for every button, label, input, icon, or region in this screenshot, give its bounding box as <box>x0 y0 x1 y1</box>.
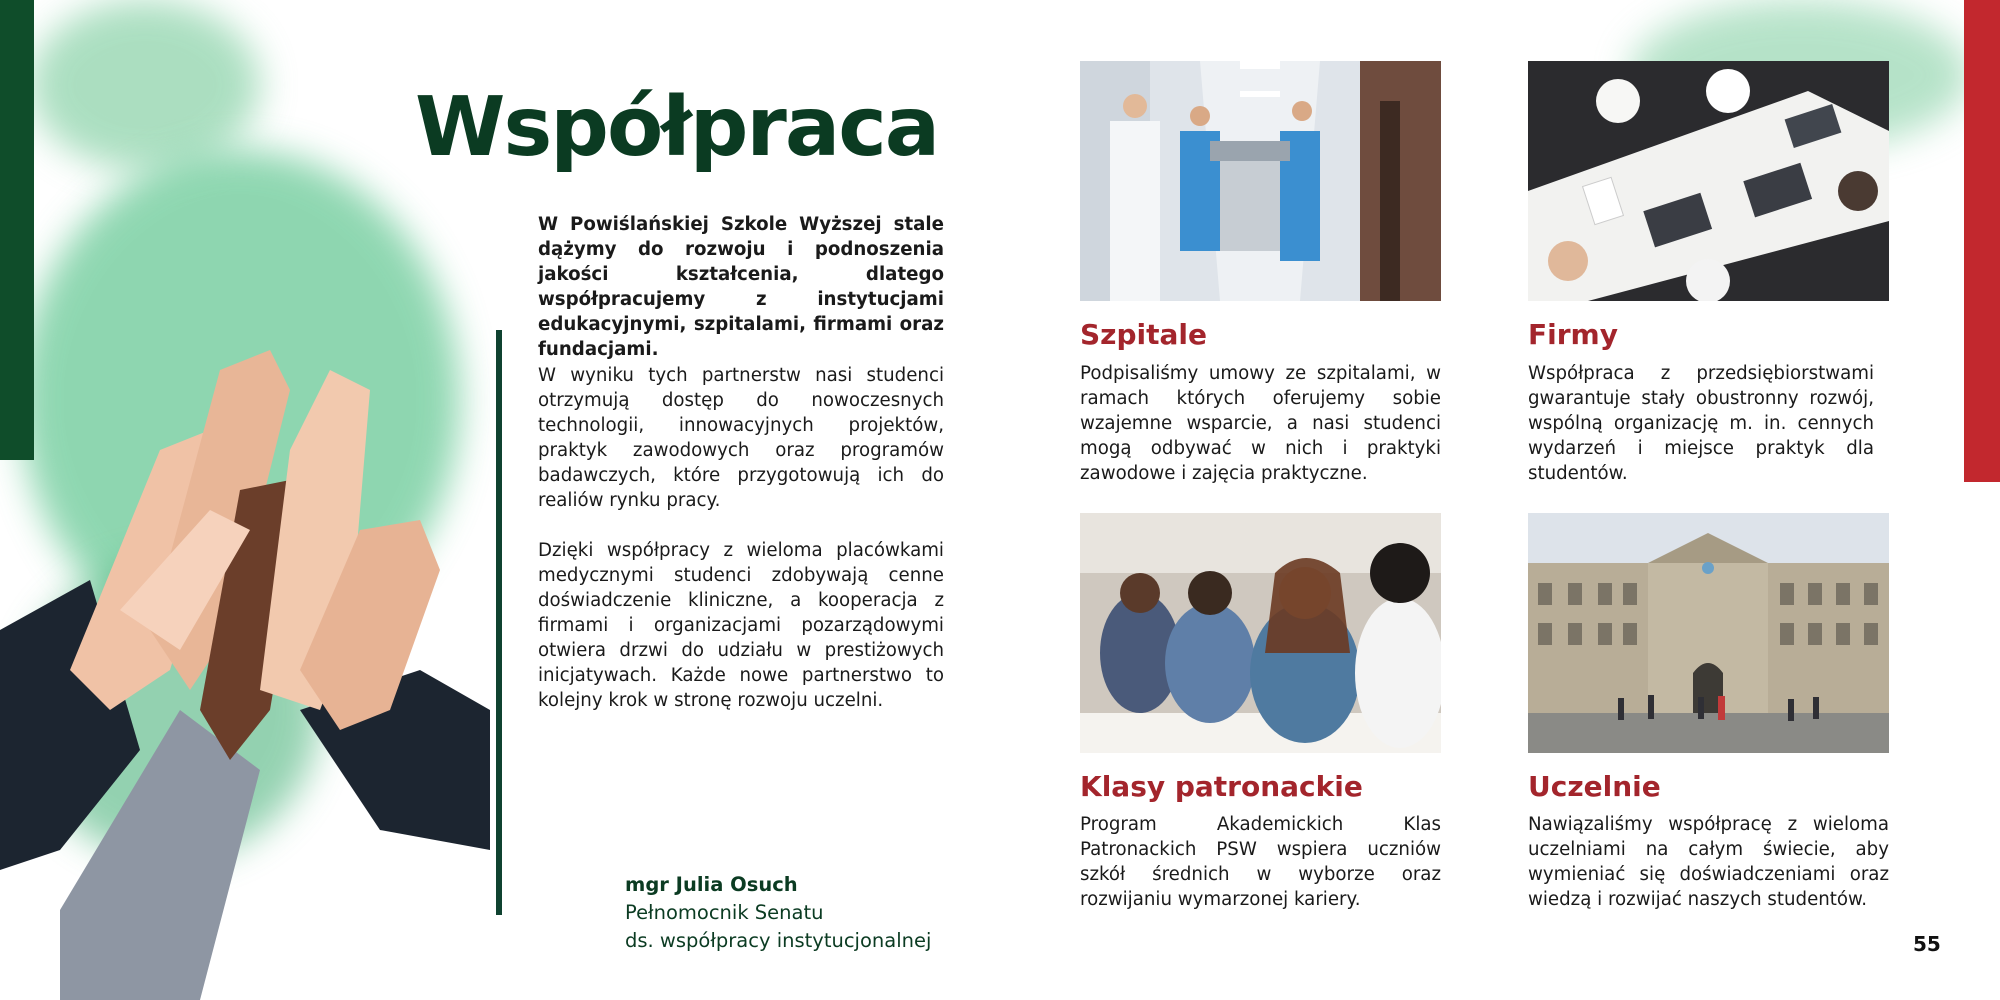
card-text-szpitale: Podpisaliśmy umowy ze szpitalami, w ramach których oferujemy sobie wzajemne wsparcie, a nasi studenci mogą odbywać w nich i praktyki zawodowe i zajęcia praktyczne. <box>1080 363 1441 484</box>
students-photo <box>1080 513 1441 753</box>
watercolor-splash-top-left <box>30 0 260 170</box>
signature-role-line2: ds. współpracy instytucjonalnej <box>625 929 932 952</box>
intro-bold-paragraph: W Powiślańskiej Szkole Wyższej stale dążymy do rozwoju i podnoszenia jakości kształcenia, dlatego współpracujemy z instytucjami edukacyjnymi, szpitalami, firmami oraz fundacjami. <box>538 214 944 360</box>
business-photo <box>1528 61 1889 301</box>
intro-paragraph-3: Dzięki współpracy z wieloma placówkami medycznymi studenci zdobywają cenne doświadczenie kliniczne, a kooperacja z firmami i organizacjami pozarządowymi otwiera drzwi do udziału w prestiżowych inicjatywach. Każde nowe partnerstwo to kolejny krok w stronę rozwoju uczelni. <box>538 540 944 711</box>
signature-name: mgr Julia Osuch <box>625 873 798 896</box>
signature-role-line1: Pełnomocnik Senatu <box>625 901 824 924</box>
card-title-szpitale: Szpitale <box>1080 318 1207 351</box>
signature-block <box>625 871 931 955</box>
intro-paragraph-2: W wyniku tych partnerstw nasi studenci otrzymują dostęp do nowoczesnych technologii, innowacyjnych projektów, praktyk zawodowych oraz programów badawczych, które przygotowują ich do realiów rynku pracy. <box>538 365 944 511</box>
right-accent-bar <box>1964 0 2000 482</box>
card-text-klasy-patronackie: Program Akademickich Klas Patronackich PSW wspiera uczniów szkół średnich w wyborze oraz rozwijaniu wymarzonej kariery. <box>1080 814 1441 910</box>
card-title-uczelnie: Uczelnie <box>1528 770 1661 803</box>
vertical-divider-line <box>496 330 502 915</box>
page-number: 55 <box>1913 932 1941 956</box>
card-text-uczelnie: Nawiązaliśmy współpracę z wieloma uczelniami na całym świecie, aby wymieniać się doświadczeniami oraz wiedzą i rozwijać naszych studentów. <box>1528 814 1889 910</box>
card-text-firmy: Współpraca z przedsiębiorstwami gwarantuje stały obustronny rozwój, wspólną organizację m. in. cennych wydarzeń i miejsce praktyk dla studentów. <box>1528 363 1874 484</box>
university-photo <box>1528 513 1889 753</box>
page-title: Współpraca <box>415 80 939 175</box>
hands-high-five-illustration <box>0 150 500 1000</box>
card-title-klasy-patronackie: Klasy patronackie <box>1080 770 1363 803</box>
hospital-photo <box>1080 61 1441 301</box>
card-title-firmy: Firmy <box>1528 318 1618 351</box>
